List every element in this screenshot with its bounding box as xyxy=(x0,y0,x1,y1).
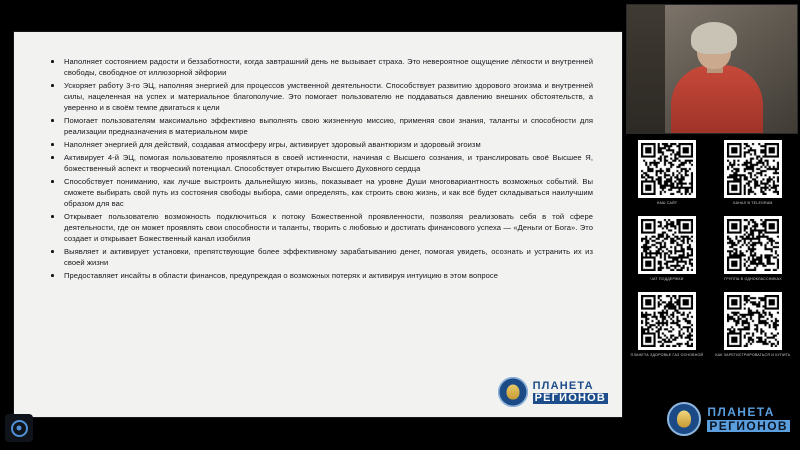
slide-bullet-item: Ускоряет работу 3-го ЭЦ, наполняя энергией для процессов умственной деятельности. Способствует развитию здорового эгоизма и внутренней силы, нацеленная на успех и материальное благополучие. Это помогает пользователю не поддаваться давлению внешних обстоятельств, а уверенно и в своём темпе двигаться к цели xyxy=(48,80,593,113)
qr-code-icon xyxy=(724,292,782,350)
qr-code-caption: ПЛАНЕТА ЗДОРОВЬЕ ГАЗ ОСНОВНОЙ xyxy=(630,353,704,357)
qr-code-item[interactable] xyxy=(714,140,792,210)
brand-line2: РЕГИОНОВ xyxy=(709,418,788,433)
qr-code-caption: ГРУППА В ОДНОКЛАССНИКАХ xyxy=(724,277,782,281)
qr-code-icon xyxy=(638,292,696,350)
qr-code-icon xyxy=(724,216,782,274)
webcam-person-body xyxy=(671,65,763,134)
slide-canvas xyxy=(14,32,622,417)
qr-code-caption: НАШ САЙТ xyxy=(656,201,678,205)
webcam-door-region xyxy=(627,5,665,134)
slide-bullet-item: Активирует 4-й ЭЦ, помогая пользователю проявляться в своей истинности, начиная с Высшего сознания, и транслировать своё Высшее Я, божественный аспект и творческий потенциал. Способствует открытию Высшего Духовного сердца xyxy=(48,152,593,174)
slide-footer-logo xyxy=(498,377,608,407)
app-badge-button[interactable] xyxy=(5,414,33,442)
globe-emblem-icon xyxy=(667,402,701,436)
slide-bullet-item: Выявляет и активирует установки, препятствующие более эффективному зарабатыванию денег, помогая увидеть, осознать и устранить их из своей жизни xyxy=(48,246,593,268)
qr-code-icon xyxy=(724,140,782,198)
slide-bullet-item: Открывает пользователю возможность подключиться к потоку Божественной проявленности, позволяя реализовать себя в той сфере деятельности, где он может проявлять свои способности и таланты, творить с любовью и достигать финансового успеха — «Деньги от Бога». Это создает и открывает Божественный канал изобилия xyxy=(48,211,593,244)
app-gear-icon xyxy=(11,420,28,437)
slide-logo-line1: ПЛАНЕТА xyxy=(532,379,594,392)
slide-bullet-item: Предоставляет инсайты в области финансов, предупреждая о возможных потерях и активируя интуицию в этом вопросе xyxy=(48,270,593,281)
brand-line1: ПЛАНЕТА xyxy=(707,405,775,420)
qr-code-icon xyxy=(638,216,696,274)
slide-bullet-list xyxy=(48,56,593,283)
qr-code-caption: ЧАТ ПОДДЕРЖКИ xyxy=(650,277,684,281)
globe-emblem-icon xyxy=(498,377,528,407)
slide-logo-line2: РЕГИОНОВ xyxy=(534,391,606,404)
qr-code-item[interactable] xyxy=(714,292,792,362)
qr-code-grid xyxy=(628,140,792,362)
webcam-video-feed[interactable] xyxy=(626,4,798,134)
slide-bullet-item: Наполняет состоянием радости и беззаботности, когда завтрашний день не вызывает страха. Это невероятное ощущение лёгкости и внутренней свободы, свободное от иллюзорной эйфории xyxy=(48,56,593,78)
slide-bullet-item: Способствует пониманию, как лучше выстроить дальнейшую жизнь, показывает на уровне Души многовариантность возможных событий. Вы сможете выбирать свой путь из состояния свободы выбора, сами определять, как строить свою жизнь, и как всё будет складываться наилучшим образом для вас xyxy=(48,176,593,209)
slide-logo-wordmark xyxy=(533,381,608,404)
webcam-person-hair xyxy=(691,22,737,54)
slide-bullet-item: Наполняет энергией для действий, создавая атмосферу игры, активирует здоровый авантюризм и здоровый эгоизм xyxy=(48,139,593,150)
brand-logo xyxy=(667,402,790,436)
qr-code-item[interactable] xyxy=(714,216,792,286)
brand-wordmark xyxy=(707,406,790,432)
qr-code-caption: КАК ЗАРЕГИСТРИРОВАТЬСЯ И КУПИТЬ xyxy=(715,353,791,357)
qr-code-icon xyxy=(638,140,696,198)
qr-code-item[interactable] xyxy=(628,140,706,210)
qr-code-item[interactable] xyxy=(628,216,706,286)
slide-bullet-item: Помогает пользователям максимально эффективно выполнять свою жизненную миссию, применяя свои знания, таланты и способности для реализации предназначения в материальном мире xyxy=(48,115,593,137)
qr-code-item[interactable] xyxy=(628,292,706,362)
qr-code-caption: КАНАЛ В TELEGRAM xyxy=(733,201,773,205)
